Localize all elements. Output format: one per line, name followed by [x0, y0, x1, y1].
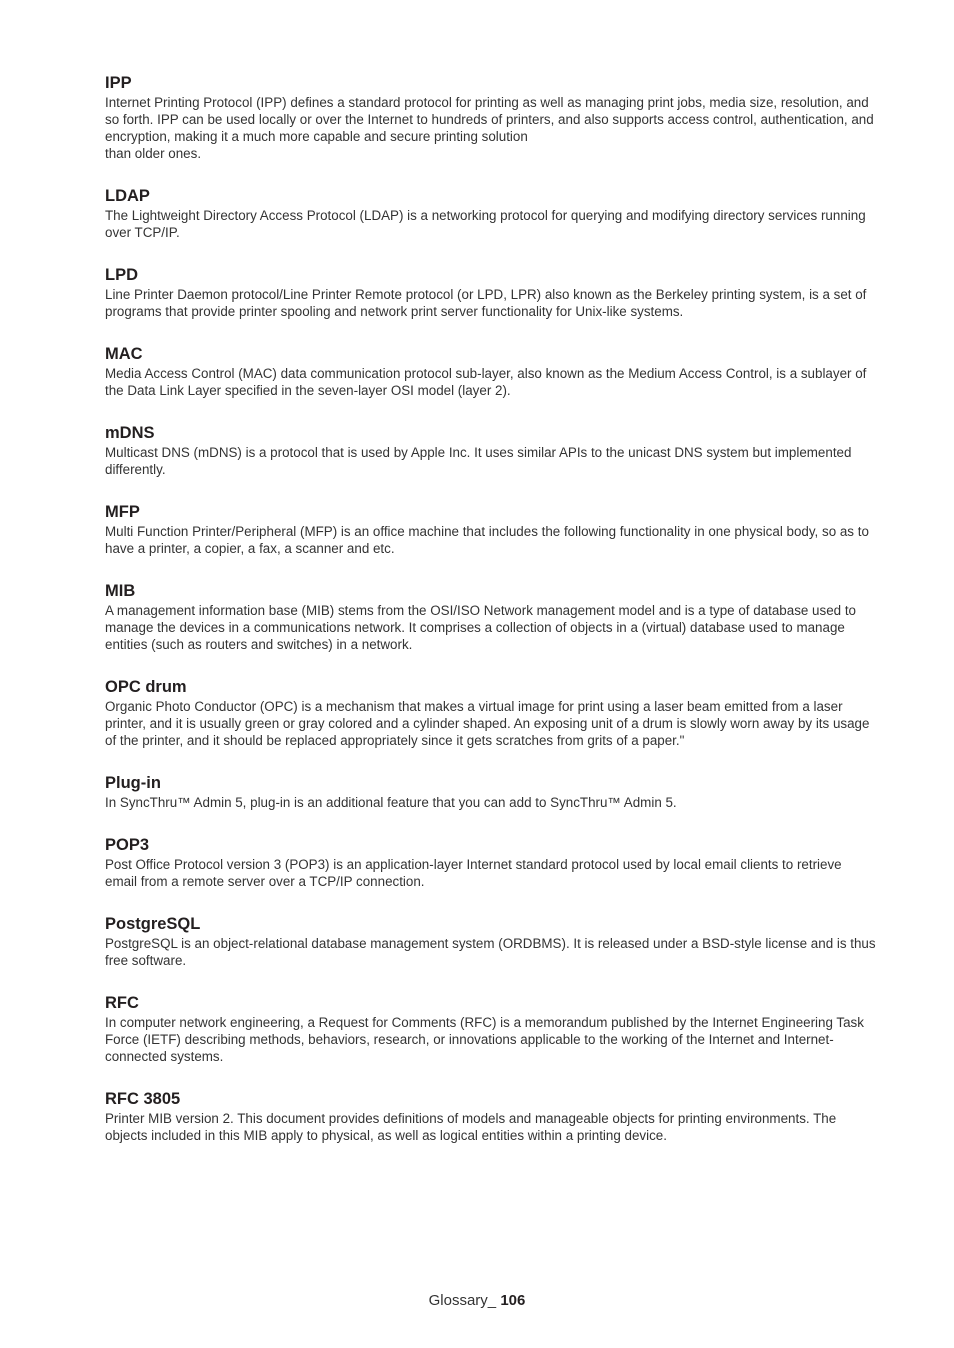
glossary-definition: Organic Photo Conductor (OPC) is a mechanism that makes a virtual image for print using a laser beam emitted from a laser printer, and it is usually green or gray colored and a cylinder shaped. An exposing unit of a drum is slowly worn away by its usage of the printer, and it should be replaced appropriately since it gets scratches from grits of a paper.": [105, 699, 870, 748]
glossary-definition: PostgreSQL is an object-relational database management system (ORDBMS). It is released under a BSD-style license and is thus free software.: [105, 936, 876, 968]
glossary-term: RFC: [105, 994, 139, 1012]
glossary-term: IPP: [105, 74, 132, 92]
glossary-term: MFP: [105, 503, 140, 521]
glossary-entry-plug-in: [105, 773, 877, 811]
glossary-term: POP3: [105, 836, 150, 854]
glossary-entry-opc-drum: [105, 677, 877, 749]
glossary-entry-lpd: [105, 265, 877, 320]
glossary-term: mDNS: [105, 424, 155, 442]
glossary-entry-rfc: [105, 993, 877, 1065]
glossary-entry-mac: [105, 344, 877, 399]
glossary-term: LPD: [105, 266, 138, 284]
glossary-term: MAC: [105, 345, 143, 363]
glossary-definition: In SyncThru™ Admin 5, plug-in is an additional feature that you can add to SyncThru™ Admin 5.: [105, 795, 677, 810]
page-number: 106: [500, 1292, 526, 1309]
glossary-definition: Line Printer Daemon protocol/Line Printer Remote protocol (or LPD, LPR) also known as the Berkeley printing system, is a set of programs that provide printer spooling and network print server functionality for Unix-like systems.: [105, 287, 867, 319]
glossary-term: PostgreSQL: [105, 915, 201, 933]
glossary-entry-mdns: [105, 423, 877, 478]
glossary-entry-mib: [105, 581, 877, 653]
glossary-term: Plug-in: [105, 774, 161, 792]
glossary-definition: Post Office Protocol version 3 (POP3) is an application-layer Internet standard protocol used by local email clients to retrieve email from a remote server over a TCP/IP connection.: [105, 857, 842, 889]
glossary-definition: Multi Function Printer/Peripheral (MFP) is an office machine that includes the following functionality in one physical body, so as to have a printer, a copier, a fax, a scanner and etc.: [105, 524, 869, 556]
page-footer: [0, 1292, 954, 1309]
glossary-entry-pop3: [105, 835, 877, 890]
footer-section-label: Glossary_: [428, 1292, 497, 1309]
glossary-entry-mfp: [105, 502, 877, 557]
glossary-definition: Internet Printing Protocol (IPP) defines a standard protocol for printing as well as managing print jobs, media size, resolution, and so forth. IPP can be used locally or over the Internet to hundreds of printers, and also supports access control, authentication, and encryption, making it a much more capable and secure printing solution than older ones.: [105, 95, 874, 161]
glossary-definition: Multicast DNS (mDNS) is a protocol that is used by Apple Inc. It uses similar APIs to the unicast DNS system but implemented differently.: [105, 445, 852, 477]
glossary-content: [105, 73, 877, 1144]
glossary-definition: Printer MIB version 2. This document provides definitions of models and manageable objects for printing environments. The objects included in this MIB apply to physical, as well as logical entities within a printing device.: [105, 1111, 837, 1143]
glossary-definition: Media Access Control (MAC) data communication protocol sub-layer, also known as the Medium Access Control, is a sublayer of the Data Link Layer specified in the seven-layer OSI model (layer 2).: [105, 366, 867, 398]
glossary-term: MIB: [105, 582, 136, 600]
glossary-term: LDAP: [105, 187, 150, 205]
glossary-definition: A management information base (MIB) stems from the OSI/ISO Network management model and is a type of database used to manage the devices in a communications network. It comprises a collection of objects in a (virtual) database used to manage entities (such as routers and switches) in a network.: [105, 603, 856, 652]
glossary-term: RFC 3805: [105, 1090, 181, 1108]
glossary-entry-postgresql: [105, 914, 877, 969]
glossary-entry-ldap: [105, 186, 877, 241]
glossary-term: OPC drum: [105, 678, 187, 696]
glossary-entry-ipp: [105, 73, 877, 162]
glossary-definition: In computer network engineering, a Request for Comments (RFC) is a memorandum published by the Internet Engineering Task Force (IETF) describing methods, behaviors, research, or innovations applicable to the working of the Internet and Internet-connected systems.: [105, 1015, 864, 1064]
glossary-definition: The Lightweight Directory Access Protocol (LDAP) is a networking protocol for querying and modifying directory services running over TCP/IP.: [105, 208, 866, 240]
glossary-entry-rfc-3805: [105, 1089, 877, 1144]
